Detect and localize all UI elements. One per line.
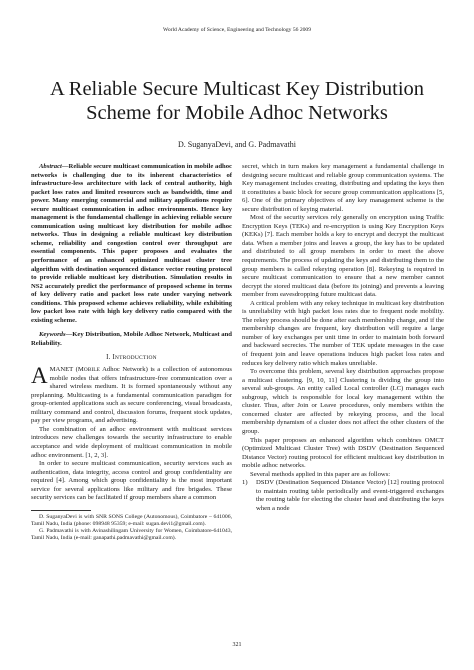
section-title-rest: NTRODUCTION <box>114 355 157 362</box>
body-paragraph-4: To overcome this problem, several key distribution approaches propose a multicast clustering. [9, 10, 11] Clustering is dividing the group into several sub-groups. An entity called Local controller (LC) manages each subgroup, which is responsible for local key management within the cluster. Thus, after Join or Leave procedures, only members within the concerned cluster are affected by rekeying process, and the local membership dynamism of a cluster does not affect the other clusters of the group. <box>242 368 444 435</box>
abstract-text: Reliable secure multicast communication in mobile adhoc networks is challenging due to its inherent characteristics of infrastructure-less architecture with lack of central authority, high packet loss rates and limited resources such as bandwidth, time and power. Many emerging commercial and military applications require secure multicast communication in adhoc environments. Hence key management is the fundamental challenge in achieving reliable secure communication using multicast key distribution for mobile adhoc networks. Thus in designing a reliable multicast key distribution scheme, reliability and congestion control over throughput are essential components. This paper proposes and evaluates the performance of an enhanced optimized multicast cluster tree algorithm with destination sequenced distance vector routing protocol to provide reliable multicast key distribution. Simulation results in NS2 accurately predict the performance of proposed scheme in terms of key delivery ratio and packet loss rate under varying network conditions. This proposed scheme achieves reliability, while exhibiting low packet loss rate with high key delivery ratio compared with the existing scheme. <box>31 163 232 324</box>
body-paragraph-3: A critical problem with any rekey technique in multicast key distribution is unreliability with high packet loss rates due to frequent node mobility. The rekey process should be done after each membership change, and if the membership changes are frequent, key distribution will require a large number of key exchanges per unit time in order to maintain both forward and backward secrecies. The number of TEK update messages in the case of frequent join and leave operations induces high packet loss rates and reduces key delivery ratio which makes unreliable. <box>242 299 444 367</box>
paper-authors: D. SuganyaDevi, and G. Padmavathi <box>178 140 296 149</box>
intro-paragraph-1 <box>31 363 232 426</box>
intro-p1-mobile: OBILE <box>83 367 100 374</box>
body-paragraph-5: This paper proposes an enhanced algorithm which combines OMCT (Optimized Multicast Cluster Tree) with DSDV (Destination Sequenced Distance Vector) routing protocol for efficient multicast key distribution in mobile adhoc networks. <box>242 436 444 470</box>
footnotes <box>31 514 232 543</box>
intro-paragraph-3: In order to secure multicast communication, security services such as authentication, data integrity, access control and group confidentiality are required [4]. Among which group confidentiality is the most important service for several applications like military and fire brigades. These security services can be facilitated if group members share a common <box>31 460 232 502</box>
list-item-text: DSDV (Destination Sequenced Distance Vector) [12] routing protocol to maintain routing table periodically and event-triggered exchanges the routing table for electing the cluster head and distributing the keys when a node <box>256 479 444 512</box>
list-item-number: 1) <box>242 479 248 487</box>
abstract-paragraph <box>31 163 232 325</box>
intro-p1-m: M <box>77 366 84 374</box>
abstract-label: Abstract <box>39 163 62 170</box>
intro-p1-start: MANET ( <box>49 366 78 374</box>
page-number: 321 <box>232 642 242 648</box>
right-column <box>242 163 444 513</box>
keywords-label: Keywords <box>39 331 66 339</box>
paper-title: A Reliable Secure Multicast Key Distribution Scheme for Mobile Adhoc Networks <box>49 78 425 124</box>
keywords-text: Key Distribution, Mobile Adhoc Network, Multicast and Reliability. <box>31 331 232 347</box>
left-column <box>31 163 232 543</box>
body-paragraph-6: Several methods applied in this paper are as follows: <box>250 470 391 478</box>
footnote-2: G. Padmavathi is with Avinashilingam University for Women, Coimbatore-641043, Tamil Nadu, India (e-mail: ganapathi.padmavathi@gmail.com). <box>31 528 232 542</box>
body-paragraph-1: secret, which in turn makes key management a fundamental challenge in designing secure multicast and reliable group communication systems. The Key management includes creating, distributing and updating the keys then it constitutes a basic block for secure group communication applications [5, 6]. One of the primary objectives of any key management scheme is the secure distribution of keying material. <box>242 163 444 213</box>
section-heading-introduction <box>31 354 232 363</box>
keywords-dash: — <box>65 331 73 339</box>
section-title-initial: I <box>112 354 115 362</box>
footnote-1: D. SuganyaDevi is with SNR SONS College (Autonomous), Coimbatore – 641006, Tamil Nadu, India (phone: 098948 95359; e-mail: sugan.devi1@gmail.com). <box>31 513 232 527</box>
footnote-rule <box>31 510 91 511</box>
body-paragraph-2: Most of the security services rely generally on encryption using Traffic Encryption Keys (TEKs) and re-encryption is using Key Encryption Keys (KEKs) [7]. Each member holds a key to encrypt and decrypt the multicast data. When a member joins and leaves a group, the key has to be updated and distributed to all group members in order to meet the above requirements. The process of updating the keys and distributing them to the group members is called rekeying operation [8]. Rekeying is required in secure multicast communication to ensure that a new member cannot decrypt the stored multicast data (before its joining) and prevents a leaving member from eavesdropping future multicast data. <box>242 214 444 299</box>
journal-header: World Academy of Science, Engineering and Technology 56 2009 <box>162 27 312 33</box>
method-list-item <box>242 479 444 513</box>
intro-paragraph-2: The combination of an adhoc environment with multicast services introduces new challenges towards the security infrastructure to enable acceptance and wide deployment of multicast communication in mobile adhoc environment. [1, 2, 3]. <box>31 425 232 459</box>
intro-p1-rest: Adhoc Network) is a collection of autonomous mobile nodes that offers infrastructure-free communication over a shared wireless medium. It is formed spontaneously without any preplanning. Multicasting is a fundamental communication paradigm for group-oriented applications such as secure conferencing, visual broadcasts, military command and control, discussion forums, frequent stock updates, pay per view programs, and advertising. <box>31 366 232 425</box>
section-number: I. <box>106 354 111 362</box>
drop-cap: A <box>31 363 48 389</box>
abstract-dash: — <box>61 163 69 170</box>
keywords-paragraph <box>31 331 232 348</box>
